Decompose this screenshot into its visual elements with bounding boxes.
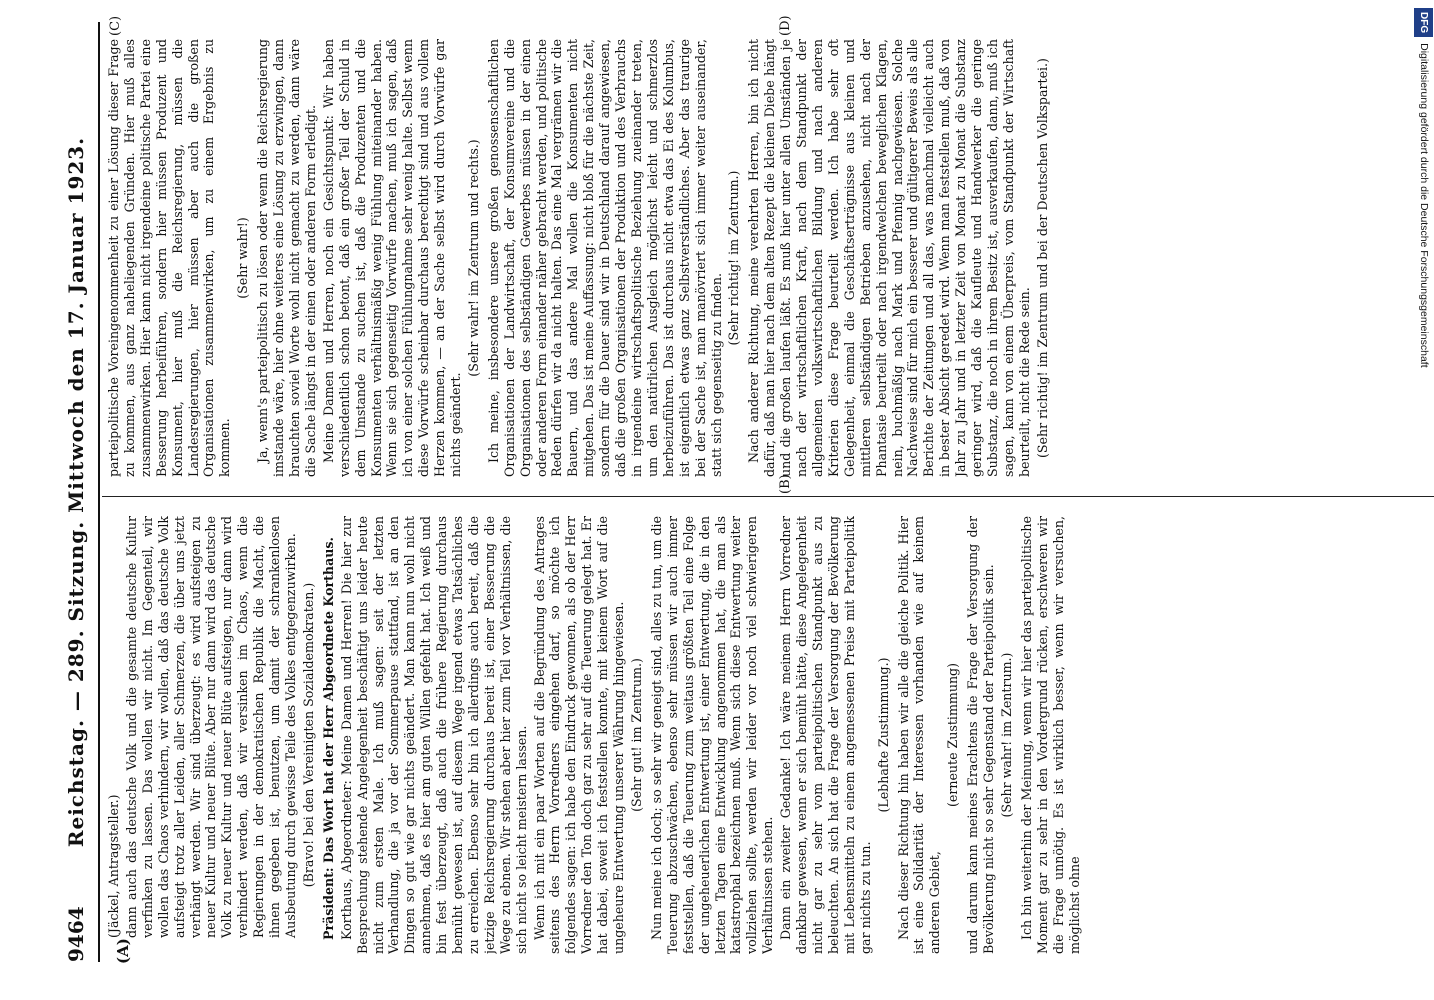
paragraph: Dann ein zweiter Gedanke! Ich wäre meinem Herrn Vorredner dankbar gewesen, wenn er sich bemüht hätte, diese Angelegenheit nicht gar zu sehr vom parteipolitischen Standpunkt aus zu beleuchten. An sich hat die Frage der Versorgung der Bevölkerung mit Lebensmitteln zu einem angemessenen Preise mit Parteipolitik gar nichts zu tun.: [778, 516, 873, 954]
reaction: (Lebhafte Zustimmung.): [875, 657, 891, 813]
reaction: (Sehr richtig! im Zentrum.): [726, 170, 742, 346]
reaction: (Sehr gut! im Zentrum.): [629, 658, 644, 812]
dfg-logo: DFG: [1414, 8, 1433, 37]
right-column: [106, 39, 1434, 477]
reaction: (Sehr richtig! im Zentrum und bei der Deutschen Volkspartei.): [1034, 58, 1050, 458]
speaker-tag: (Jäckel, Antragsteller.): [106, 794, 121, 938]
margin-marker-a: (A): [114, 938, 132, 964]
page-title: Reichstag. — 289. Sitzung. Mittwoch den 17. Januar 1923.: [64, 136, 88, 848]
paragraph: Wenn ich mit ein paar Worten auf die Begründung des Antrages seitens des Herrn Vorredners eingehen darf, so möchte ich folgendes sagen: ich habe den Eindruck gewonnen, als ob der Herr Vorredner den Ton doch gar zu sehr auf die Teuerung gelegt hat. Er hat dabei, soweit ich feststellen konnte, mit keinem Wort auf die ungeheure Entwertung unserer Währung hingewiesen.: [531, 516, 627, 954]
page-header: [58, 22, 100, 962]
paragraph: Ich meine, insbesondere unsere großen genossenschaftlichen Organisationen der Landwirtschaft, der Konsumvereine und die Organisationen des selbständigen Gewerbes müssen in der einen oder anderen Form einander näher gebracht werden, und politische Reden dürfen wir da nicht halten. Das eine Mal vergrämen wir die Bauern, und das andere Mal wollen die Konsumenten nicht mitgehen. Das ist meine Auffassung: nicht bloß für die nächste Zeit, sondern für die Dauer sind wir in Deutschland darauf angewiesen, daß die großen Organisationen der Produktion und des Verbrauchs in irgendeine wirtschaftspolitische Beziehung zueinander treten, um den natürlichen Ausgleich möglichst leicht und schmerzlos herbeizuführen. Das ist durchaus nicht etwa das Ei des Kolumbus, ist eigentlich etwas ganz Selbstverständliches. Aber das traurige bei der Sache ist, man manövriert sich immer weiter auseinander, statt sich gegenseitig zu finden.: [485, 39, 724, 477]
column-divider: [102, 496, 1434, 497]
margin-marker-b: (B): [778, 474, 793, 494]
margin-marker-c: (C): [108, 15, 123, 36]
reaction: (Sehr wahr! im Zentrum.): [998, 652, 1014, 818]
paragraph: Nun meine ich doch; so sehr wir geneigt sind, alles zu tun, um die Teuerung abzuschwächen, ebenso sehr müssen wir auch immer feststellen, daß die Teuerung zum weitaus größten Teil eine Folge der ungeheuerlichen Entwertung ist, einer Entwertung, die in den letzten Tagen eine Entwicklung angenommen hat, die man als katastrophal bezeichnen muß. Wenn sich diese Entwertung weiter vollziehen sollte, werden wir leider vor noch viel schwierigeren Verhältnissen stehen.: [648, 516, 776, 954]
reaction: (Bravo! bei den Vereinigten Sozialdemokraten.): [300, 582, 316, 888]
reaction: (Sehr wahr! im Zentrum und rechts.): [465, 139, 481, 377]
margin-marker-d: (D): [778, 15, 793, 36]
paragraph: Nach dieser Richtung hin haben wir alle die gleiche Politik. Hier ist eine Solidarität der Interessen vorhanden wie auf keinem anderen Gebiet,: [895, 516, 943, 954]
paragraph: Ich bin weiterhin der Meinung, wenn wir hier das parteipolitische Moment gar zu sehr in den Vordergrund rücken, erschweren wir die Frage unnötig. Es ist wirklich besser, wenn wir versuchen, möglichst ohne: [1018, 516, 1082, 954]
paragraph: Nach anderer Richtung, meine verehrten Herren, bin ich nicht dafür, daß man hier nach dem alten Rezept die kleinen Diebe hängt und die großen laufen läßt. Es muß hier unter allen Umständen je nach der wirtschaftlichen Kraft, nach dem Standpunkt der allgemeinen volkswirtschaftlichen Bildung und nach anderen Kriterien diese Frage beurteilt werden. Ich habe sehr oft Gelegenheit, einmal die Geschäftserträgnisse aus kleinen und mittleren selbständigen Betrieben anzusehen, nicht nach der Phantasie beurteilt oder nach irgendwelchen beweglichen Klagen, nein, buchmäßig nach Mark und Pfennig nachgewiesen. Solche Nachweise sind für mich ein besserer und gültigerer Beweis als alle Berichte der Zeitungen und all das, was manchmal vielleicht auch in bester Absicht geredet wird. Wenn man feststellen muß, daß von Jahr zu Jahr und in letzter Zeit von Monat zu Monat die Substanz geringer wird, daß die Kaufleute und Handwerker die geringe Substanz, die noch in ihrem Besitz ist, ausverkaufen, dann, muß ich sagen, kann von einem Überpreis, vom Standpunkt der Wirtschaft beurteilt, nicht die Rede sein.: [746, 39, 1032, 477]
watermark-text: Digitalisierung gefördert durch die Deutsche Forschungsgemeinschaft: [1418, 43, 1430, 368]
digitization-credit: [1414, 0, 1434, 1000]
watermark-strip: [1414, 0, 1434, 1000]
paragraph: dann auch das deutsche Volk und die gesamte deutsche Kultur verfinken zu lassen. Das wollen wir nicht. Im Gegenteil, wir wollen das Chaos verhindern, wir wollen, daß das deutsche Volk aufsteigt trotz aller Leiden, aller Schmerzen, die über uns jetzt verhängt werden. Wir sind überzeugt: es wird aufsteigen zu neuer Kultur und neuer Blüte. Aber nur dann wird das deutsche Volk zu neuer Kultur und neuer Blüte aufsteigen, nur dann wird verhindert werden, daß wir versinken im Chaos, wenn die Regierungen in der demokratischen Republik die Macht, die ihnen gegeben ist, benutzen, um damit der schrankenlosen Ausbeutung durch gewisse Teile des Volkes entgegenzuwirken.: [123, 516, 298, 938]
paragraph: Korthaus, Abgeordneter: Meine Damen und Herren! Die hier zur Besprechung stehende Angelegenheit beschäftigt uns leider heute nicht zum ersten Male. Ich muß sagen: seit der letzten Verhandlung, die ja vor der Sommerpause stattfand, ist an den Dingen so gut wie gar nichts geändert. Man kann nun wohl nicht annehmen, daß es hier am guten Willen gefehlt hat. Ich weiß und bin fest überzeugt, daß auch die frühere Regierung durchaus bemüht gewesen ist, auf diesem Wege irgend etwas Tatsächliches zu erreichen. Ebenso sehr bin ich allerdings auch bereit, daß die jetzige Reichsregierung durchaus bereit ist, einer Besserung die Wege zu ebnen. Wir stehen aber hier zum Teil vor Verhältnissen, die sich nicht so leicht meistern lassen.: [338, 516, 529, 954]
paragraph: parteipolitische Voreingenommenheit zu einer Lösung dieser Frage zu kommen, aus ganz naheliegenden Gründen. Hier muß alles zusammenwirken. Hier kann nicht irgendeine politische Partei eine Besserung herbeiführen, sondern hier müssen Produzent und Konsument, hier muß die Reichsregierung, müssen die Landesregierungen, hier müssen aber auch die großen Organisationen zusammenwirken, um zu einem Ergebnis zu kommen.: [106, 39, 233, 477]
reaction: (erneute Zustimmung): [945, 662, 961, 808]
left-column: [106, 516, 1434, 954]
president-statement: Präsident: Das Wort hat der Herr Abgeordnete Korthaus.: [320, 537, 336, 940]
paragraph: Ja, wenn's parteipolitisch zu lösen oder wenn die Reichsregierung imstande wäre, hier ohne weiteres eine Lösung zu erzwingen, dann brauchten soviel Worte wohl nicht gemacht zu werden, dann wäre die Sache längst in der einen oder anderen Form erledigt.: [255, 39, 318, 477]
reaction: (Sehr wahr!): [235, 217, 251, 299]
rotated-document-page: [58, 15, 1434, 964]
page-number: 9464: [64, 906, 88, 962]
paragraph: und darum kann meines Erachtens die Frage der Versorgung der Bevölkerung nicht so sehr Gegenstand der Parteipolitik sein.: [965, 516, 997, 954]
paragraph: Meine Damen und Herren, noch ein Gesichtspunkt: Wir haben verschiedentlich schon betont, daß ein großer Teil der Schuld in dem Umstande zu suchen ist, daß die Produzenten und die Konsumenten verhältnismäßig wenig Fühlung miteinander haben. Wenn sie sich gegenseitig Vorwürfe machen, muß ich sagen, daß ich von einer solchen Fühlungnahme sehr wenig halte. Selbst wenn diese Vorwürfe scheinbar durchaus berechtigt sind und aus vollem Herzen kommen, — an der Sache selbst wird durch Vorwürfe gar nichts geändert.: [320, 39, 464, 477]
